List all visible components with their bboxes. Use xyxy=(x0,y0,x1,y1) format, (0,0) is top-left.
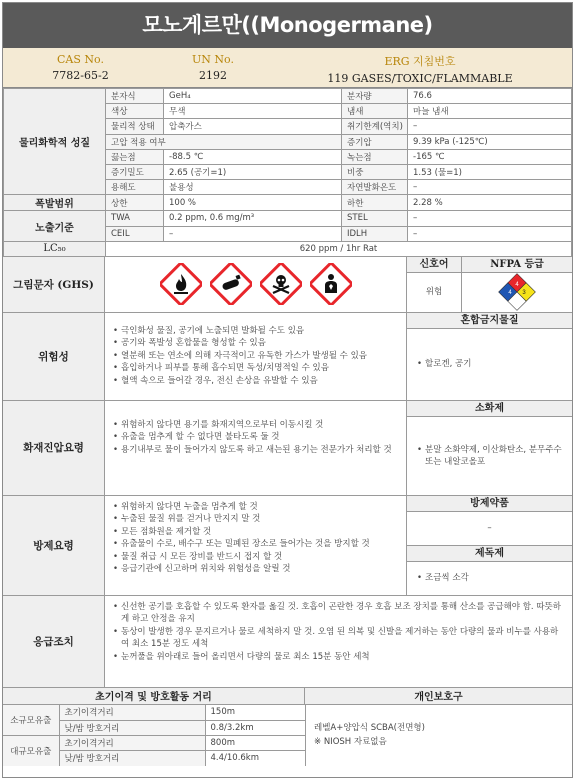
cas-cell xyxy=(3,48,158,87)
extinguisher-body xyxy=(407,417,572,495)
distance-value: 0.8/3.2km xyxy=(205,720,305,735)
skull-pictogram-icon xyxy=(260,263,302,305)
first-aid-header: 응급조치 xyxy=(3,596,105,687)
firefighting-body xyxy=(105,401,407,495)
evacuation-table xyxy=(3,705,305,766)
identifier-bar xyxy=(3,48,572,88)
list-item: • 위험하지 않다면 용기를 화재지역으로부터 이동시킬 것 xyxy=(113,419,398,432)
prop-key: 색상 xyxy=(106,104,164,119)
prop-value: 2.28 % xyxy=(408,195,572,211)
decontaminant-body xyxy=(407,562,572,595)
prop-key: 용해도 xyxy=(106,180,164,195)
prop-value: GeH₄ xyxy=(164,89,342,104)
signal-word-cell xyxy=(407,257,462,312)
list-item: • 신선한 공기를 호흡할 수 있도록 환자를 옮길 것. 호흡이 곤란한 경우 호흡 보조 장치를 통해 산소를 공급해야 함. 따뜻하게 하고 안정을 유지 xyxy=(113,601,564,626)
evacuation-header: 초기이격 및 방호활동 거리 xyxy=(3,688,305,704)
distance-value: 4.4/10.6km xyxy=(205,750,305,765)
prop-key: 분자식 xyxy=(106,89,164,104)
distance-key: 초기이격거리 xyxy=(59,705,205,720)
prop-value: 100 % xyxy=(164,195,342,211)
properties-table xyxy=(3,88,572,257)
un-cell xyxy=(158,48,268,87)
nfpa-header: NFPA 등급 xyxy=(462,257,572,273)
extinguisher-header: 소화제 xyxy=(407,401,572,417)
hazard-header: 위험성 xyxy=(3,313,105,400)
lc50-value: 620 ppm / 1hr Rat xyxy=(106,241,572,256)
table-row xyxy=(4,89,572,104)
list-item: • 용기내부로 물이 들어가지 않도록 하고 새는된 용기는 전문가가 처리할 것 xyxy=(113,444,398,457)
list-item: • 누출된 물질 위를 걷거나 만지지 말 것 xyxy=(113,513,398,526)
evacuation-head-row xyxy=(3,688,572,705)
prop-value: 불용성 xyxy=(164,180,342,195)
un-value: 2192 xyxy=(199,69,227,82)
decontaminant-header: 제독제 xyxy=(407,546,572,562)
lc50-header: LC₅₀ xyxy=(4,241,106,256)
control-agent-value: – xyxy=(407,512,572,546)
physical-header: 물리화학적 성질 xyxy=(4,89,106,195)
control-agent-header: 방제약품 xyxy=(407,496,572,512)
prop-value: – xyxy=(408,226,572,241)
ppe-body xyxy=(305,705,572,766)
ppe-note: ※ NIOSH 자료없음 xyxy=(314,737,387,748)
prop-value: 마늘 냄새 xyxy=(408,104,572,119)
list-item: • 눈꺼풀을 위아래로 들어 올리면서 다량의 물로 최소 15분 동안 세척 xyxy=(113,651,564,664)
list-item: • 응급기관에 신고하며 위치와 위험성을 알릴 것 xyxy=(113,563,398,576)
prop-value: – xyxy=(164,226,342,241)
signal-word-value: 위험 xyxy=(425,287,443,298)
list-item: • 공기와 폭발성 혼합물을 형성할 수 있음 xyxy=(113,337,398,350)
nfpa-health-value: 4 xyxy=(508,290,512,297)
signal-word-header: 신호어 xyxy=(407,257,461,273)
prop-value: 압축가스 xyxy=(164,119,342,134)
evacuation-row xyxy=(3,705,572,766)
prop-value: -165 ℃ xyxy=(408,149,572,164)
prop-value: 76.6 xyxy=(408,89,572,104)
list-item: • 위험하지 않다면 누출을 멈추게 할 것 xyxy=(113,501,398,514)
firefighting-header: 화재진압요령 xyxy=(3,401,105,495)
erg-label: ERG 지침번호 xyxy=(384,55,456,68)
list-item: • 모든 점화원을 제거할 것 xyxy=(113,526,398,539)
distance-key: 초기이격거리 xyxy=(59,735,205,750)
list-item: • 할로겐, 공기 xyxy=(417,358,471,370)
explosive-header: 폭발범위 xyxy=(4,195,106,211)
small-spill-label: 소규모유출 xyxy=(3,705,59,735)
first-aid-section xyxy=(3,596,572,688)
nfpa-diamond-icon xyxy=(498,273,536,311)
list-item: • 유출물이 수로, 배수구 또는 밀폐된 장소로 들어가는 것을 방지할 것 xyxy=(113,538,398,551)
prop-key: CEIL xyxy=(106,226,164,241)
prop-key: 자연발화온도 xyxy=(342,180,408,195)
prop-value: 9.39 kPa (-125℃) xyxy=(408,134,572,149)
nfpa-cell xyxy=(462,257,572,312)
extinguisher-cell xyxy=(407,401,572,495)
list-item: • 극인화성 물질, 공기에 노출되면 발화될 수도 있음 xyxy=(113,325,398,338)
prop-value: – xyxy=(408,211,572,226)
list-item: • 열분해 또는 연소에 의해 자극적이고 유독한 가스가 발생될 수 있음 xyxy=(113,350,398,363)
gas-cylinder-pictogram-icon xyxy=(210,263,252,305)
distance-value: 800m xyxy=(205,735,305,750)
list-item: • 물질 취급 시 모든 장비를 반드시 접지 할 것 xyxy=(113,551,398,564)
prop-key: STEL xyxy=(342,211,408,226)
prevention-section xyxy=(3,496,572,596)
list-item: • 혈액 속으로 들어갈 경우, 전신 손상을 유발할 수 있음 xyxy=(113,375,398,388)
firefighting-section xyxy=(3,401,572,496)
list-item: • 조금씩 소각 xyxy=(417,572,469,584)
prop-value: – xyxy=(408,119,572,134)
nfpa-diamond-wrap xyxy=(462,273,572,312)
prop-key: 증기밀도 xyxy=(106,164,164,179)
ghs-header: 그림문자 (GHS) xyxy=(3,257,105,312)
incompatible-cell xyxy=(407,313,572,400)
list-item: • 유출을 멈추게 할 수 없다면 불타도록 둘 것 xyxy=(113,431,398,444)
prevention-body xyxy=(105,496,407,595)
ghs-pictograms xyxy=(105,257,407,312)
incompatible-body xyxy=(407,329,572,400)
large-spill-label: 대규모유출 xyxy=(3,735,59,765)
prop-key: 상한 xyxy=(106,195,164,211)
health-hazard-pictogram-icon xyxy=(310,263,352,305)
msds-sheet xyxy=(2,2,573,778)
cas-label: CAS No. xyxy=(57,53,104,66)
erg-value: 119 GASES/TOXIC/FLAMMABLE xyxy=(327,72,513,85)
table-row xyxy=(4,241,572,256)
prevention-header: 방제요령 xyxy=(3,496,105,595)
prop-value: -88.5 ℃ xyxy=(164,149,342,164)
list-item: • 동상이 발생한 경우 문지르거나 물로 세척하지 말 것. 오염 된 의복 및 신발을 제거하는 동안 다량의 물과 비누를 사용하여 최소 15분 정도 세척 xyxy=(113,626,564,651)
ghs-section xyxy=(3,257,572,313)
prop-key: 분자량 xyxy=(342,89,408,104)
flame-pictogram-icon xyxy=(160,263,202,305)
ppe-line: 레벨A+양압식 SCBA(전면형) xyxy=(314,723,425,734)
distance-value: 150m xyxy=(205,705,305,720)
prop-value: 2.65 (공기=1) xyxy=(164,164,342,179)
page-title: 모노게르만((Monogermane) xyxy=(3,3,572,48)
ppe-header: 개인보호구 xyxy=(414,692,463,704)
hazard-body xyxy=(105,313,407,400)
prop-value: 0.2 ppm, 0.6 mg/m³ xyxy=(164,211,342,226)
prop-key: 냄새 xyxy=(342,104,408,119)
prop-key: 녹는점 xyxy=(342,149,408,164)
prop-value: – xyxy=(408,180,572,195)
list-item: • 분말 소화약제, 이산화탄소, 분무주수 또는 내알코올포 xyxy=(417,444,562,468)
hazard-section xyxy=(3,313,572,401)
prop-key: 고압 적용 여부 xyxy=(106,134,342,149)
prop-key: TWA xyxy=(106,211,164,226)
list-item: • 흡입하거나 피부를 통해 흡수되면 독성/치명적일 수 있음 xyxy=(113,362,398,375)
table-row xyxy=(3,735,305,750)
nfpa-reactivity-value: 3 xyxy=(522,290,526,297)
prop-key: IDLH xyxy=(342,226,408,241)
erg-cell xyxy=(268,48,572,87)
first-aid-body xyxy=(105,596,572,687)
prop-key: 하한 xyxy=(342,195,408,211)
cas-value: 7782-65-2 xyxy=(52,69,109,82)
prop-value: 1.53 (물=1) xyxy=(408,164,572,179)
prop-key: 취기한계(역치) xyxy=(342,119,408,134)
incompatible-header: 혼합금지물질 xyxy=(407,313,572,329)
distance-key: 낮/밤 방호거리 xyxy=(59,750,205,765)
table-row xyxy=(4,211,572,226)
prop-value: 무색 xyxy=(164,104,342,119)
prop-key: 물리적 상태 xyxy=(106,119,164,134)
table-row xyxy=(4,195,572,211)
nfpa-fire-value: 4 xyxy=(515,282,519,289)
un-label: UN No. xyxy=(192,53,234,66)
prop-key: 증기압 xyxy=(342,134,408,149)
prop-key: 비중 xyxy=(342,164,408,179)
table-row xyxy=(3,705,305,720)
prop-key: 끓는점 xyxy=(106,149,164,164)
distance-key: 낮/밤 방호거리 xyxy=(59,720,205,735)
exposure-header: 노출기준 xyxy=(4,211,106,241)
control-agent-cell xyxy=(407,496,572,595)
